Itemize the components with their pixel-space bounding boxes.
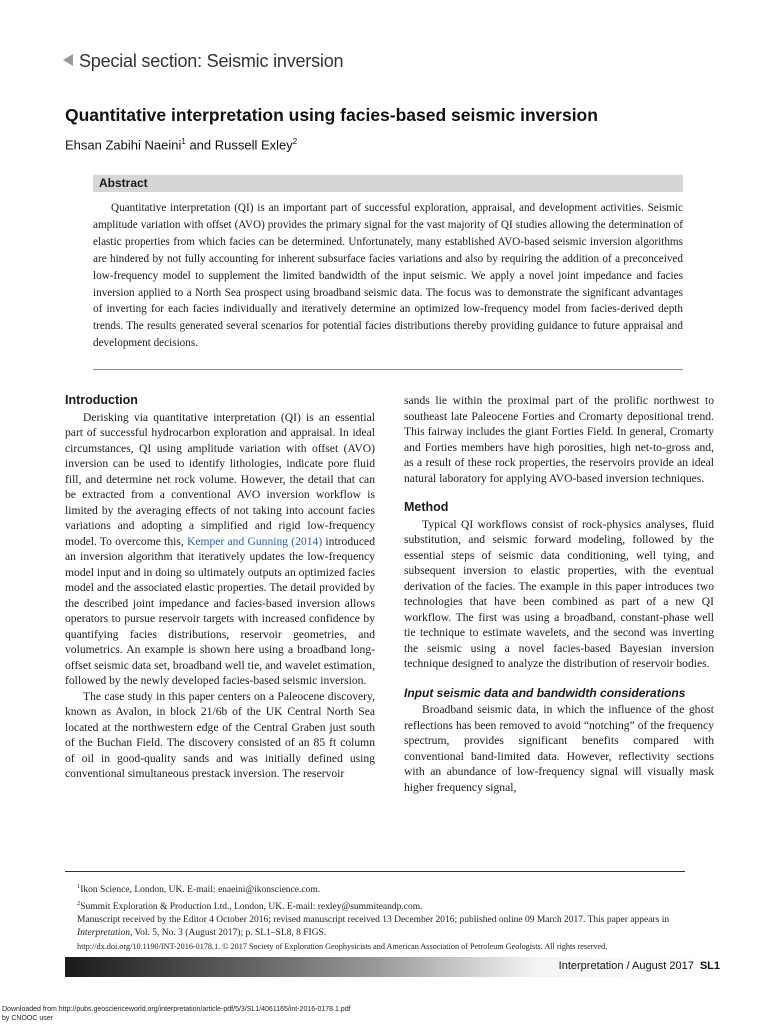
author-affil-mark: 2 — [292, 137, 298, 146]
input-seismic-paragraph: Broadband seismic data, in which the influence of the ghost reflections has been removed to avoid “notching” of the frequency spectrum, provides significant benefits compared with conventional band-limited data. However, reflectivity sections with an abundance of low-frequency signal will visually mask higher frequency signal, — [404, 703, 714, 794]
body-text: introduced an inversion algorithm that iteratively updates the low-frequency model input and in doing so ultimately outputs an optimized facies model and the associated elastic properties. The detail provided by the described joint impedance and facies-based inversion allows operators to pursue reservoir targets with increased confidence by quantifying facies distributions, reservoir geometries, and volumetrics. An example is shown here using a broadband long-offset seismic data set, broadband well tie, and wavelet estimation, followed by the newly developed facies-based seismic inversion. — [65, 534, 376, 687]
right-column — [404, 393, 714, 795]
abstract-text: Quantitative interpretation (QI) is an important part of successful exploration, appraisal, and development activities. Seismic amplitude variation with offset (AVO) provides the primary signal for the vast majority of QI studies allowing the determination of elastic properties from which facies can be determined. Unfortunately, many established AVO-based seismic inversion algorithms are hindered by not fully accounting for inherent subsurface facies variations and also by requiring the addition of a preconceived low-frequency model to supplement the limited bandwidth of the input seismic. We apply a novel joint impedance and facies inversion applied to a North Sea prospect using broadband seismic data. The focus was to demonstrate the significant advantages of inverting for each facies individually and iteratively determine an optimized low-frequency model from facies-derived depth trends. The results generated several scenarios for potential facies distributions thereby providing guidance to future appraisal and development decisions. — [93, 202, 683, 350]
section-label — [63, 51, 343, 72]
author-connector: and — [189, 137, 212, 153]
affiliation-footnote — [65, 880, 720, 897]
download-notice — [2, 1006, 351, 1023]
citation-link[interactable]: Kemper and Gunning (2014) — [186, 534, 323, 548]
author-name: Russell Exley — [214, 137, 293, 153]
affiliation-text: Ikon Science, London, UK. E-mail: enaeini@ikonscience.com. — [80, 885, 321, 896]
affil-mark: 1 — [77, 883, 81, 890]
footer-journal-date: Interpretation / August 2017 — [558, 960, 694, 972]
abstract-divider — [93, 369, 683, 370]
affil-mark: 2 — [77, 900, 81, 908]
author-list — [65, 137, 297, 152]
paper-title: Quantitative interpretation using facies-based seismic inversion — [65, 105, 598, 125]
journal-name: Interpretation — [77, 928, 130, 939]
footnotes — [65, 880, 720, 953]
back-triangle-icon — [63, 54, 73, 66]
introduction-paragraph — [65, 410, 375, 689]
author-name: Ehsan Zabihi Naeini — [65, 137, 182, 153]
introduction-paragraph-continued: sands lie within the proximal part of the prolific northwest to southeast late Paleocene Forties and Cromarty depositional trend. This fairway includes the giant Forties Field. In general, Cromarty and Forties members have high porosities, high net-to-gross and, as a result of these rock properties, the reservoirs provide an ideal natural laboratory for applying AVO-based inversion techniques. — [404, 394, 714, 485]
introduction-heading: Introduction — [65, 393, 138, 407]
method-paragraph: Typical QI workflows consist of rock-physics analyses, fluid substitution, and seismic forward modeling, followed by the essential steps of seismic data conditioning, well tying, and subsequent inversion to elastic properties, with the eventual derivation of the facies. The example in this paper introduces two technologies that have been combined as part of a new QI workflow. The first was using a broadband, constant-phase well tie technique to estimate wavelets, and the second was inverting the seismic using a novel facies-based Bayesian inversion technique designed to analyze the distribution of reservoir bodies. — [404, 517, 714, 670]
introduction-paragraph: The case study in this paper centers on a Paleocene discovery, known as Avalon, in block 21/6b of the UK Central North Sea located at the northwestern edge of the Central Graben just south of the Buchan Field. The discovery consisted of an 85 ft column of oil in good-quality sands and was initially defined using conventional simultaneous prestack inversion. The reservoir — [65, 689, 375, 780]
input-seismic-heading: Input seismic data and bandwidth considerations — [404, 685, 686, 700]
body-text: Derisking via quantitative interpretation (QI) is an essential part of successful hydrocarbon exploration and appraisal. In ideal circumstances, QI using amplitude variation with offset (AVO) inversion can be used to identify lithologies, indicate pore fluid fill, and determine net rock volume. However, the detail that can be extracted from a conventional AVO inversion workflow is limited by the averaging effects of not taking into account facies variations and adopting a simplified and rigid low-frequency model. To overcome this, — [65, 410, 375, 548]
section-label-text: Special section: Seismic inversion — [79, 51, 344, 71]
abstract-heading: Abstract — [93, 175, 683, 192]
doi-line[interactable]: http://dx.doi.org/10.1190/INT-2016-0178.1. © 2017 Society of Exploration Geophysicists and American Association of Petroleum Geologists. All rights reserved. — [77, 942, 608, 952]
affiliation-text: Summit Exploration & Production Ltd., London, UK. E-mail: rexley@summiteandp.com. — [80, 902, 423, 913]
abstract — [93, 175, 683, 352]
download-url[interactable]: Downloaded from http://pubs.geoscienceworld.org/interpretation/article-pdf/5/3/SL1/4061165/int-2016-0178.1.pdf — [2, 1006, 351, 1013]
left-column — [65, 393, 375, 782]
manuscript-text: , Vol. 5, No. 3 (August 2017); p. SL1–SL8, 8 FIGS. — [129, 928, 327, 939]
manuscript-text: Manuscript received by the Editor 4 October 2016; revised manuscript received 13 December 2016; published online 09 March 2017. This paper appears in — [77, 915, 670, 926]
author-affil-mark: 1 — [181, 137, 186, 146]
footnote-divider — [65, 871, 685, 872]
manuscript-note — [65, 914, 720, 940]
download-user: by CNOOC user — [2, 1014, 53, 1022]
method-heading: Method — [404, 500, 449, 514]
affiliation-footnote — [65, 897, 720, 914]
page-footer — [559, 960, 720, 972]
page-number: SL1 — [699, 960, 720, 972]
